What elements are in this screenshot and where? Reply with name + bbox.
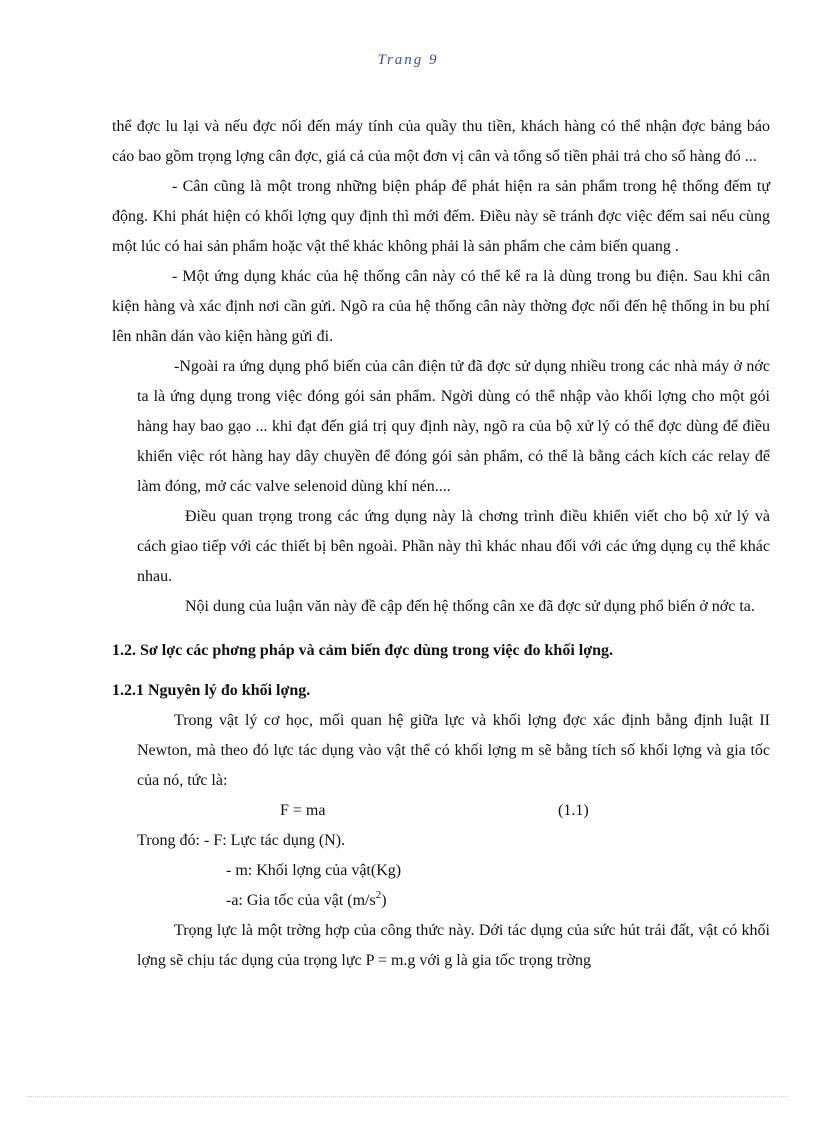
where-line-mass: - m: Khối lợng của vật(Kg) bbox=[226, 862, 402, 879]
acceleration-text: -a: Gia tốc của vật (m/s bbox=[226, 892, 376, 909]
section-heading-1-2: 1.2. Sơ lợc các phơng pháp và cảm biến đợc dùng trong việc đo khối lợng. bbox=[112, 642, 613, 659]
paragraph-counting-application: - Cân cũng là một trong những biện pháp để phát hiện ra sản phẩm trong hệ thống đếm tự động. Khi phát hiện có khối lợng quy định thì mới đếm. Điều này sẽ tránh đợc việc đếm sai nếu cùng một lúc có hai sản phẩm hoặc vật thể khác không phải là sản phẩm che cảm biến quang . bbox=[112, 178, 770, 255]
paragraph-continuation: thể đợc lu lại và nếu đợc nối đến máy tính của quầy thu tiền, khách hàng có thể nhận đợc bảng báo cáo bao gồm trọng lợng cân đợc, giá cả của một đơn vị cân và tổng số tiền phải trả cho số hàng đó ... bbox=[112, 118, 770, 165]
paragraph-postal-application: - Một ứng dụng khác của hệ thống cân này có thể kể ra là dùng trong bu điện. Sau khi cân kiện hàng và xác định nơi cần gửi. Ngõ ra của hệ thống cân này thờng đợc nối đến hệ thống in bu phí lên nhãn dán vào kiện hàng gửi đi. bbox=[112, 268, 770, 345]
where-line-force: Trong đó: - F: Lực tác dụng (N). bbox=[137, 832, 346, 849]
paragraph-thesis-scope: Nội dung của luận văn này đề cập đến hệ thống cân xe đã đợc sử dụng phổ biến ở nớc ta. bbox=[185, 598, 755, 615]
formula-number: (1.1) bbox=[558, 802, 589, 819]
section-heading-1-2-1: 1.2.1 Nguyên lý đo khối lợng. bbox=[112, 682, 311, 699]
document-body bbox=[112, 112, 770, 976]
formula-f-equals-ma: F = ma bbox=[280, 802, 326, 819]
where-line-acceleration bbox=[112, 886, 770, 916]
paragraph-gravity: Trọng lực là một trờng hợp của công thức này. Dới tác dụng của sức hút trái đất, vật có khối lợng sẽ chịu tác dụng của trọng lực P = m.g với g là gia tốc trọng trờng bbox=[137, 922, 770, 969]
paragraph-newton-law: Trong vật lý cơ học, mối quan hệ giữa lực và khối lợng đợc xác định bằng định luật II Newton, mà theo đó lực tác dụng vào vật thể có khối lợng m sẽ bằng tích số khối lợng và gia tốc của nó, tức là: bbox=[137, 712, 770, 789]
page-bottom-border bbox=[28, 1096, 788, 1097]
page-number-header: Trang 9 bbox=[377, 52, 439, 68]
acceleration-close: ) bbox=[381, 892, 387, 909]
superscript-two: 2 bbox=[375, 889, 382, 901]
paragraph-packaging-application: -Ngoài ra ứng dụng phổ biến của cân điện tử đã đợc sử dụng nhiều trong các nhà máy ở nớc ta là ứng dụng trong việc đóng gói sản phẩm. Ngời dùng có thể nhập vào khối lợng cho một gói hàng hay bao gạo ... khi đạt đến giá trị quy định này, ngõ ra của bộ xử lý có thể đợc dùng để điều khiển việc rót hàng hay dây chuyền để đóng gói sản phẩm, có thể là bằng cách kích các relay để làm đóng, mở các valve selenoid dùng khí nén.... bbox=[137, 358, 770, 495]
formula-row bbox=[112, 796, 770, 826]
paragraph-control-program: Điều quan trọng trong các ứng dụng này là chơng trình điều khiển viết cho bộ xử lý và cách giao tiếp với các thiết bị bên ngoài. Phần này thì khác nhau đối với các ứng dụng cụ thể khác nhau. bbox=[137, 508, 770, 585]
